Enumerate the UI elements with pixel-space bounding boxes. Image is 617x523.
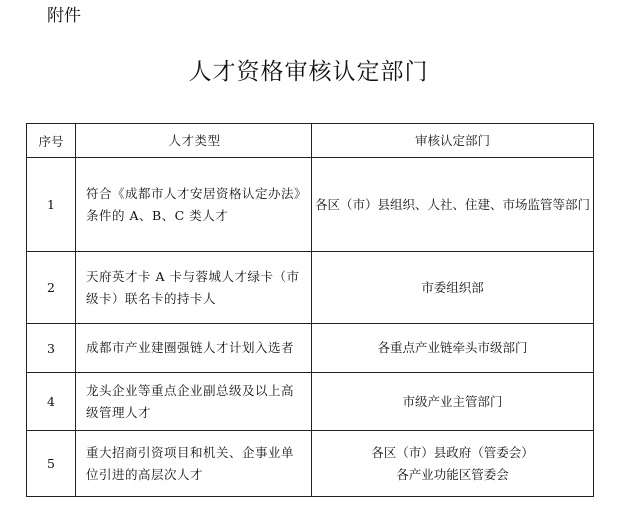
talent-type-cell: 天府英才卡 A 卡与蓉城人才绿卡（市级卡）联名卡的持卡人	[76, 252, 312, 324]
header-serial-number: 序号	[27, 124, 76, 158]
talent-department-table	[26, 123, 594, 497]
row-number: 3	[27, 324, 76, 373]
department-cell	[312, 158, 594, 252]
talent-type-cell: 龙头企业等重点企业副总级及以上高级管理人才	[76, 373, 312, 431]
table-header-row	[27, 124, 594, 158]
department-cell	[312, 373, 594, 431]
table-row	[27, 324, 594, 373]
table-row	[27, 158, 594, 252]
row-number: 5	[27, 431, 76, 497]
header-review-department: 审核认定部门	[312, 124, 594, 158]
table-row	[27, 252, 594, 324]
row-number: 2	[27, 252, 76, 324]
department-line: 各产业功能区管委会	[396, 466, 509, 482]
department-cell	[312, 252, 594, 324]
talent-type-cell: 成都市产业建圈强链人才计划入选者	[76, 324, 312, 373]
department-line: 市级产业主管部门	[402, 393, 503, 409]
table-row	[27, 373, 594, 431]
department-line: 各重点产业链牵头市级部门	[377, 340, 528, 355]
talent-type-cell: 重大招商引资项目和机关、企事业单位引进的高层次人才	[76, 431, 312, 497]
table-row	[27, 431, 594, 497]
row-number: 1	[27, 158, 76, 252]
department-line: 各区（市）县组织、人社、住建、市场监管等部门	[314, 196, 590, 212]
row-number: 4	[27, 373, 76, 431]
page-title: 人才资格审核认定部门	[188, 59, 429, 85]
department-cell	[312, 431, 594, 497]
department-cell	[312, 324, 594, 373]
talent-type-cell: 符合《成都市人才安居资格认定办法》条件的 A、B、C 类人才	[76, 158, 312, 252]
header-talent-type: 人才类型	[76, 124, 312, 158]
department-line: 各区（市）县政府（管委会）	[371, 444, 534, 460]
attachment-label: 附件	[47, 6, 81, 26]
department-line: 市委组织部	[421, 279, 484, 295]
